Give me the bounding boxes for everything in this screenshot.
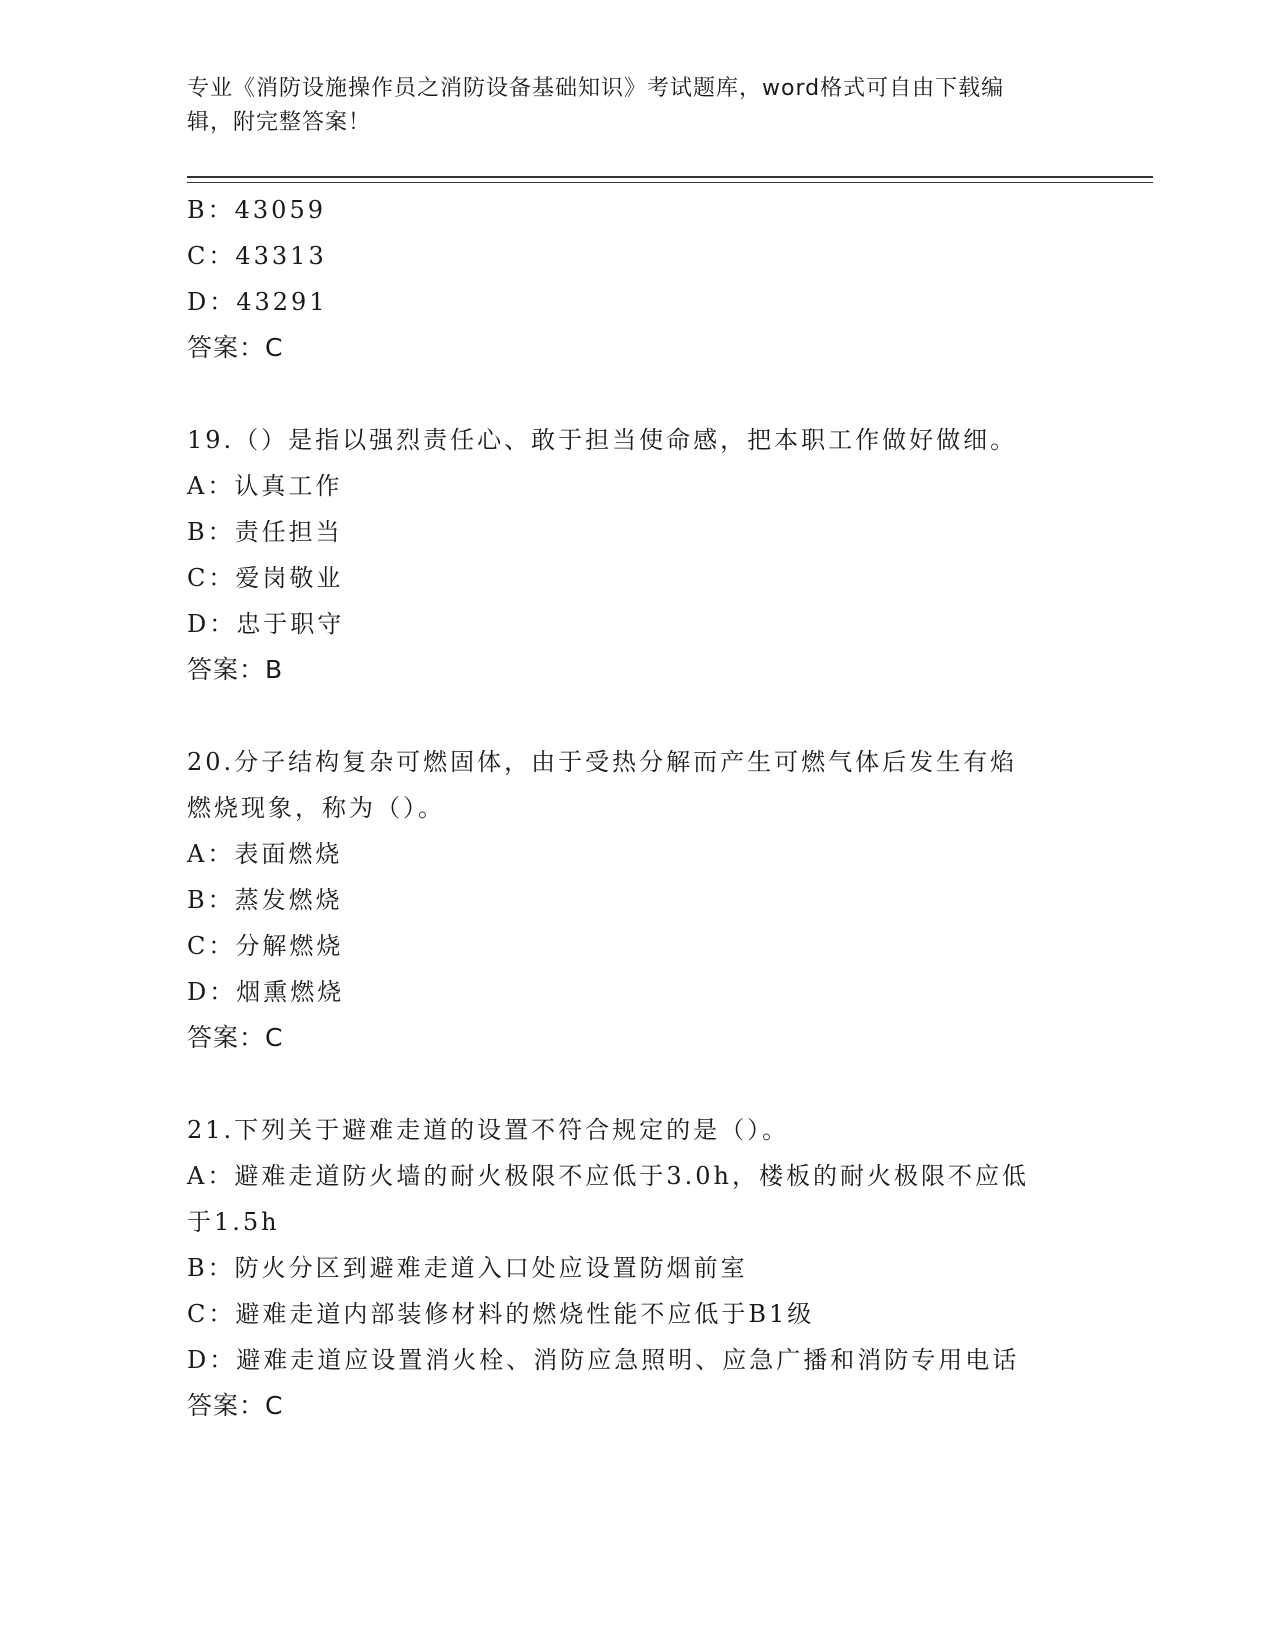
header-divider-thin	[187, 182, 1153, 183]
document-header	[187, 72, 1067, 140]
option-c: C：分解燃烧	[187, 932, 344, 960]
answer: 答案：C	[187, 1023, 284, 1052]
answer: 答案：C	[187, 333, 284, 362]
option-c: C：43313	[187, 242, 327, 270]
header-line-1: 专业《消防设施操作员之消防设备基础知识》考试题库，word格式可自由下载编	[187, 76, 1005, 101]
answer: 答案：C	[187, 1391, 284, 1420]
question-stem: 19.（）是指以强烈责任心、敢于担当使命感，把本职工作做好做细。	[187, 426, 1018, 454]
question-stem-line-1: 20.分子结构复杂可燃固体，由于受热分解而产生可燃气体后发生有焰	[187, 748, 1018, 776]
option-a-line-2: 于1.5h	[187, 1208, 280, 1236]
option-b: B：防火分区到避难走道入口处应设置防烟前室	[187, 1254, 748, 1282]
option-c: C：爱岗敬业	[187, 564, 344, 592]
header-line-2: 辑，附完整答案！	[187, 110, 372, 135]
option-a: A：认真工作	[187, 472, 343, 500]
header-divider-thick	[187, 176, 1153, 178]
option-d: D：43291	[187, 288, 328, 316]
answer: 答案：B	[187, 655, 284, 684]
option-b: B：蒸发燃烧	[187, 886, 343, 914]
question-stem-line-2: 燃烧现象，称为（）。	[187, 794, 445, 822]
option-a: A：表面燃烧	[187, 840, 343, 868]
question-20	[187, 739, 1087, 1061]
question-content	[187, 187, 1087, 1429]
option-d: D：忠于职守	[187, 610, 345, 638]
option-b: B：责任担当	[187, 518, 343, 546]
option-b: B：43059	[187, 196, 326, 224]
question-21	[187, 1107, 1087, 1429]
question-19	[187, 417, 1087, 693]
option-c: C：避难走道内部装修材料的燃烧性能不应低于B1级	[187, 1300, 815, 1328]
question-stem: 21.下列关于避难走道的设置不符合规定的是（）。	[187, 1116, 790, 1144]
option-a-line-1: A：避难走道防火墙的耐火极限不应低于3.0h，楼板的耐火极限不应低	[187, 1162, 1029, 1190]
option-d: D：烟熏燃烧	[187, 978, 345, 1006]
question-18-continued	[187, 187, 1087, 371]
option-d: D：避难走道应设置消火栓、消防应急照明、应急广播和消防专用电话	[187, 1346, 1020, 1374]
